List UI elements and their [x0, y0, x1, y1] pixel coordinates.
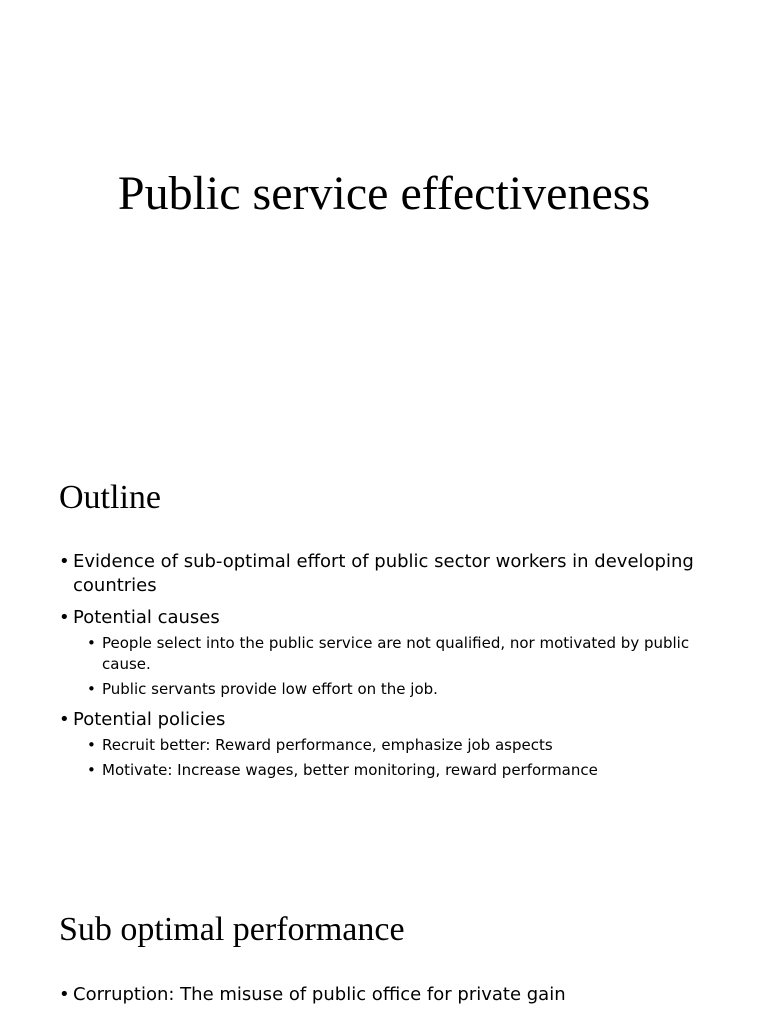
sub-bullet-text: Recruit better: Reward performance, emphasize job aspects: [102, 736, 553, 754]
bullet-item: [59, 708, 719, 781]
sub-bullet-item: [87, 735, 719, 756]
bullet-dot-icon: •: [59, 709, 70, 730]
sub-optimal-heading: Sub optimal performance: [59, 911, 405, 948]
bullet-dot-icon: •: [59, 551, 70, 572]
bullet-dot-icon: •: [59, 607, 70, 628]
bullet-text: Corruption: The misuse of public office for private gain: [73, 984, 566, 1005]
sub-bullet-text: Motivate: Increase wages, better monitoring, reward performance: [102, 761, 598, 779]
bullet-item: [59, 606, 719, 700]
sub-bullet-text: People select into the public service are not qualified, nor motivated by public cause.: [102, 634, 690, 673]
bullet-text: Potential policies: [73, 709, 226, 730]
bullet-text: Potential causes: [73, 607, 220, 628]
presentation-title: Public service effectiveness: [117, 167, 651, 220]
bullet-item: [59, 550, 719, 598]
slide-outline: [0, 430, 768, 860]
sub-bullet-list: [73, 633, 719, 700]
bullet-item: [59, 983, 719, 1007]
sub-bullet-dot-icon: •: [87, 634, 96, 652]
outline-bullet-list: [59, 550, 719, 789]
slide-title: [0, 0, 768, 430]
sub-optimal-bullet-list: [59, 983, 719, 1015]
sub-bullet-item: [87, 679, 719, 700]
bullet-text: Evidence of sub-optimal effort of public sector workers in developing countries: [73, 551, 694, 596]
bullet-dot-icon: •: [59, 984, 70, 1005]
sub-bullet-dot-icon: •: [87, 761, 96, 779]
sub-bullet-text: Public servants provide low effort on the job.: [102, 680, 438, 698]
outline-heading: Outline: [59, 479, 161, 516]
slide-sub-optimal-performance: [0, 860, 768, 1024]
sub-bullet-dot-icon: •: [87, 680, 96, 698]
sub-bullet-dot-icon: •: [87, 736, 96, 754]
sub-bullet-item: [87, 633, 719, 675]
sub-bullet-item: [87, 760, 719, 781]
sub-bullet-list: [73, 735, 719, 781]
